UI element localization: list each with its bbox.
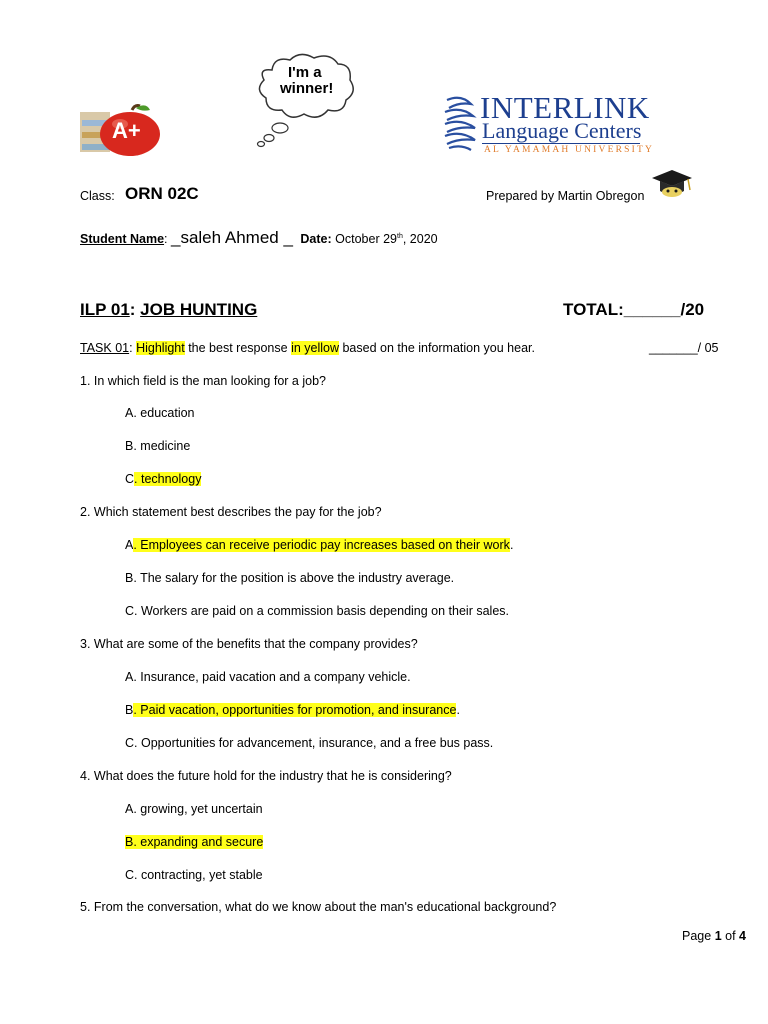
task-instruction: TASK 01: Highlight the best response in yellow based on the information you hear. (80, 341, 535, 355)
option-1c[interactable]: C. technology (125, 472, 202, 486)
question-2: 2. Which statement best describes the pay for the job? (80, 505, 382, 519)
topic: JOB HUNTING (140, 300, 258, 319)
interlink-logo-icon (441, 94, 483, 154)
selected-answer: . technology (134, 472, 202, 486)
option-2b[interactable]: B. The salary for the position is above the industry average. (125, 571, 455, 585)
selected-answer: . Paid vacation, opportunities for promotion, and insurance (133, 703, 457, 717)
prepared-by: Prepared by Martin Obregon (486, 189, 645, 203)
task-score: _______/ 05 (649, 341, 719, 355)
option-1b[interactable]: B. medicine (125, 439, 191, 453)
option-4c[interactable]: C. contracting, yet stable (125, 868, 263, 882)
bubble-text-line1: I'm a (288, 64, 322, 81)
question-1: 1. In which field is the man looking for a job? (80, 374, 326, 388)
selected-answer: B. expanding and secure (125, 835, 264, 849)
in-yellow: in yellow (291, 341, 339, 355)
date-value: October 29th, 2020 (335, 232, 438, 246)
option-4b[interactable] (125, 835, 263, 849)
graduation-cap-icon (650, 166, 694, 200)
question-5: 5. From the conversation, what do we know about the man's educational background? (80, 900, 557, 914)
apple-text: A+ (112, 118, 141, 143)
student-name-label: Student Name (80, 232, 165, 246)
question-3: 3. What are some of the benefits that the company provides? (80, 637, 418, 651)
logo-divider (482, 143, 640, 144)
question-4: 4. What does the future hold for the industry that he is considering? (80, 769, 452, 783)
option-4a[interactable]: A. growing, yet uncertain (125, 802, 263, 816)
selected-answer: . Employees can receive periodic pay increases based on their work (133, 538, 510, 552)
option-2a[interactable]: A. Employees can receive periodic pay increases based on their work. (125, 538, 514, 552)
option-3b[interactable]: B. Paid vacation, opportunities for promotion, and insurance. (125, 703, 460, 717)
logo-sub: Language Centers (482, 118, 642, 143)
class-value: ORN 02C (125, 184, 199, 203)
class-label: Class: (80, 189, 115, 203)
highlight-word: Highlight (136, 341, 185, 355)
task-label: TASK 01 (80, 341, 130, 355)
student-name-row: Student Name: _saleh Ahmed _ Date: October 29th, 2020 (80, 228, 438, 247)
student-name-value: _saleh Ahmed _ (171, 228, 293, 247)
page-title: ILP 01: JOB HUNTING (80, 300, 258, 319)
logo-name: INTERLINK (480, 90, 650, 125)
option-2c[interactable]: C. Workers are paid on a commission basis depending on their sales. (125, 604, 510, 618)
ilp-code: ILP 01 (80, 300, 130, 319)
option-1a[interactable]: A. education (125, 406, 195, 420)
option-3c[interactable]: C. Opportunities for advancement, insurance, and a free bus pass. (125, 736, 494, 750)
total-score: TOTAL:______/20 (563, 300, 705, 319)
date-label: Date: (300, 232, 332, 246)
bubble-text-line2: winner! (280, 80, 334, 97)
option-3a[interactable]: A. Insurance, paid vacation and a company vehicle. (125, 670, 411, 684)
logo-university: AL YAMAMAH UNIVERSITY (484, 145, 655, 155)
page-number: Page 1 of 4 (682, 929, 746, 943)
